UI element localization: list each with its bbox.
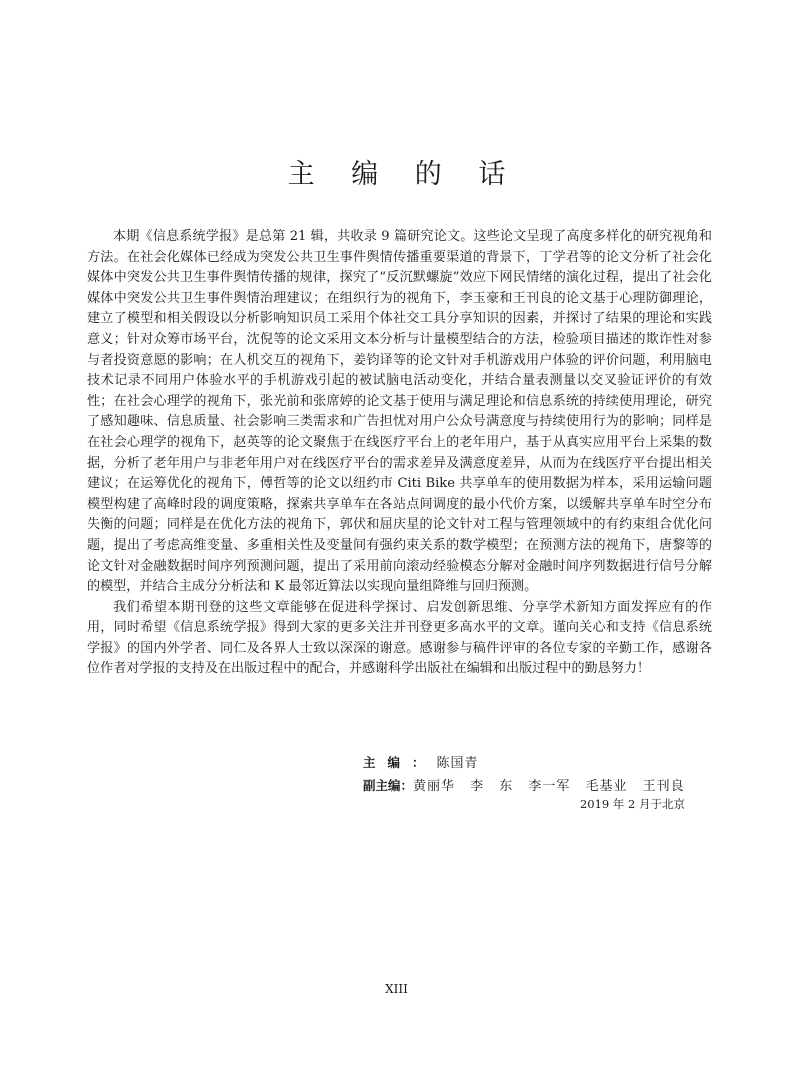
paragraph-1: 本期《信息系统学报》是总第 21 辑，共收录 9 篇研究论文。这些论文呈现了高度多样化的研究视角和方法。在社会化媒体已经成为突发公共卫生事件舆情传播重要渠道的背景下，丁学君等的论文分析了社会化媒体中突发公共卫生事件舆情传播的规律，探究了“反沉默螺旋”效应下网民情绪的演化过程，提出了社会化媒体中突发公共卫生事件舆情治理建议；在组织行为的视角下，李玉豪和王刊良的论文基于心理防御理论，建立了模型和相关假设以分析影响知识员工采用个体社交工具分享知识的因素，并探讨了结果的理论和实践意义；针对众筹市场平台，沈倪等的论文采用文本分析与计量模型结合的方法，检验项目描述的欺诈性对参与者投资意愿的影响；在人机交互的视角下，姜钧译等的论文针对手机游戏用户体验的评价问题，利用脑电技术记录不同用户体验水平的手机游戏引起的被试脑电活动变化，并结合量表测量以交叉验证评价的有效性；在社会心理学的视角下，张光前和张席婷的论文基于使用与满足理论和信息系统的持续使用理论，研究了感知趣味、信息质量、社会影响三类需求和广告担忧对用户公众号满意度与持续使用行为的影响；同样是在社会心理学的视角下，赵英等的论文聚焦于在线医疗平台上的老年用户，基于从真实应用平台上采集的数据，分析了老年用户与非老年用户对在线医疗平台的需求差异及满意度差异，从而为在线医疗平台提出相关建议；在运筹优化的视角下，傅哲等的论文以纽约市 Citi Bike 共享单车的使用数据为样本，采用运输问题模型构建了高峰时段的调度策略，探索共享单车在各站点间调度的最小代价方案，以缓解共享单车时空分布失衡的问题；同样是在优化方法的视角下，郭伏和屈庆星的论文针对工程与管理领域中的有约束组合优化问题，提出了考虑高维变量、多重相关性及变量间有强约束关系的数学模型；在预测方法的视角下，唐黎等的论文针对金融数据时间序列预测问题，提出了采用前向滚动经验模态分解对金融时间序列数据进行信号分解的模型，并结合主成分分析法和 K 最邻近算法以实现向量组降维与回归预测。	[87, 229, 712, 595]
editor-name: 陈国青	[436, 756, 479, 771]
editor-role-label: 主编：	[363, 755, 437, 770]
deputy-editor-names: 黄丽华 李 东 李一军 毛基业 王刊良	[413, 779, 685, 794]
page-title: 主 编 的 话	[287, 159, 520, 190]
editorial-body	[87, 227, 712, 680]
paragraph-2: 我们希望本期刊登的这些文章能够在促进科学探讨、启发创新思维、分享学术新知方面发挥应有的作用，同时希望《信息系统学报》得到大家的更多关注并刊登更多高水平的文章。谨向关心和支持《信息系统学报》的国内外学者、同仁及各界人士致以深深的谢意。感谢参与稿件评审的各位专家的辛勤工作，感谢各位作者对学报的支持及在出版过程中的配合，并感谢科学出版社在编辑和出版过程中的勤恳努力！	[87, 599, 712, 677]
editor-signature	[363, 752, 479, 771]
date-place: 2019 年 2 月于北京	[579, 797, 685, 811]
deputy-editor-signature	[363, 775, 685, 794]
page-number: XIII	[385, 982, 408, 996]
deputy-role-label: 副主编：	[363, 778, 414, 793]
